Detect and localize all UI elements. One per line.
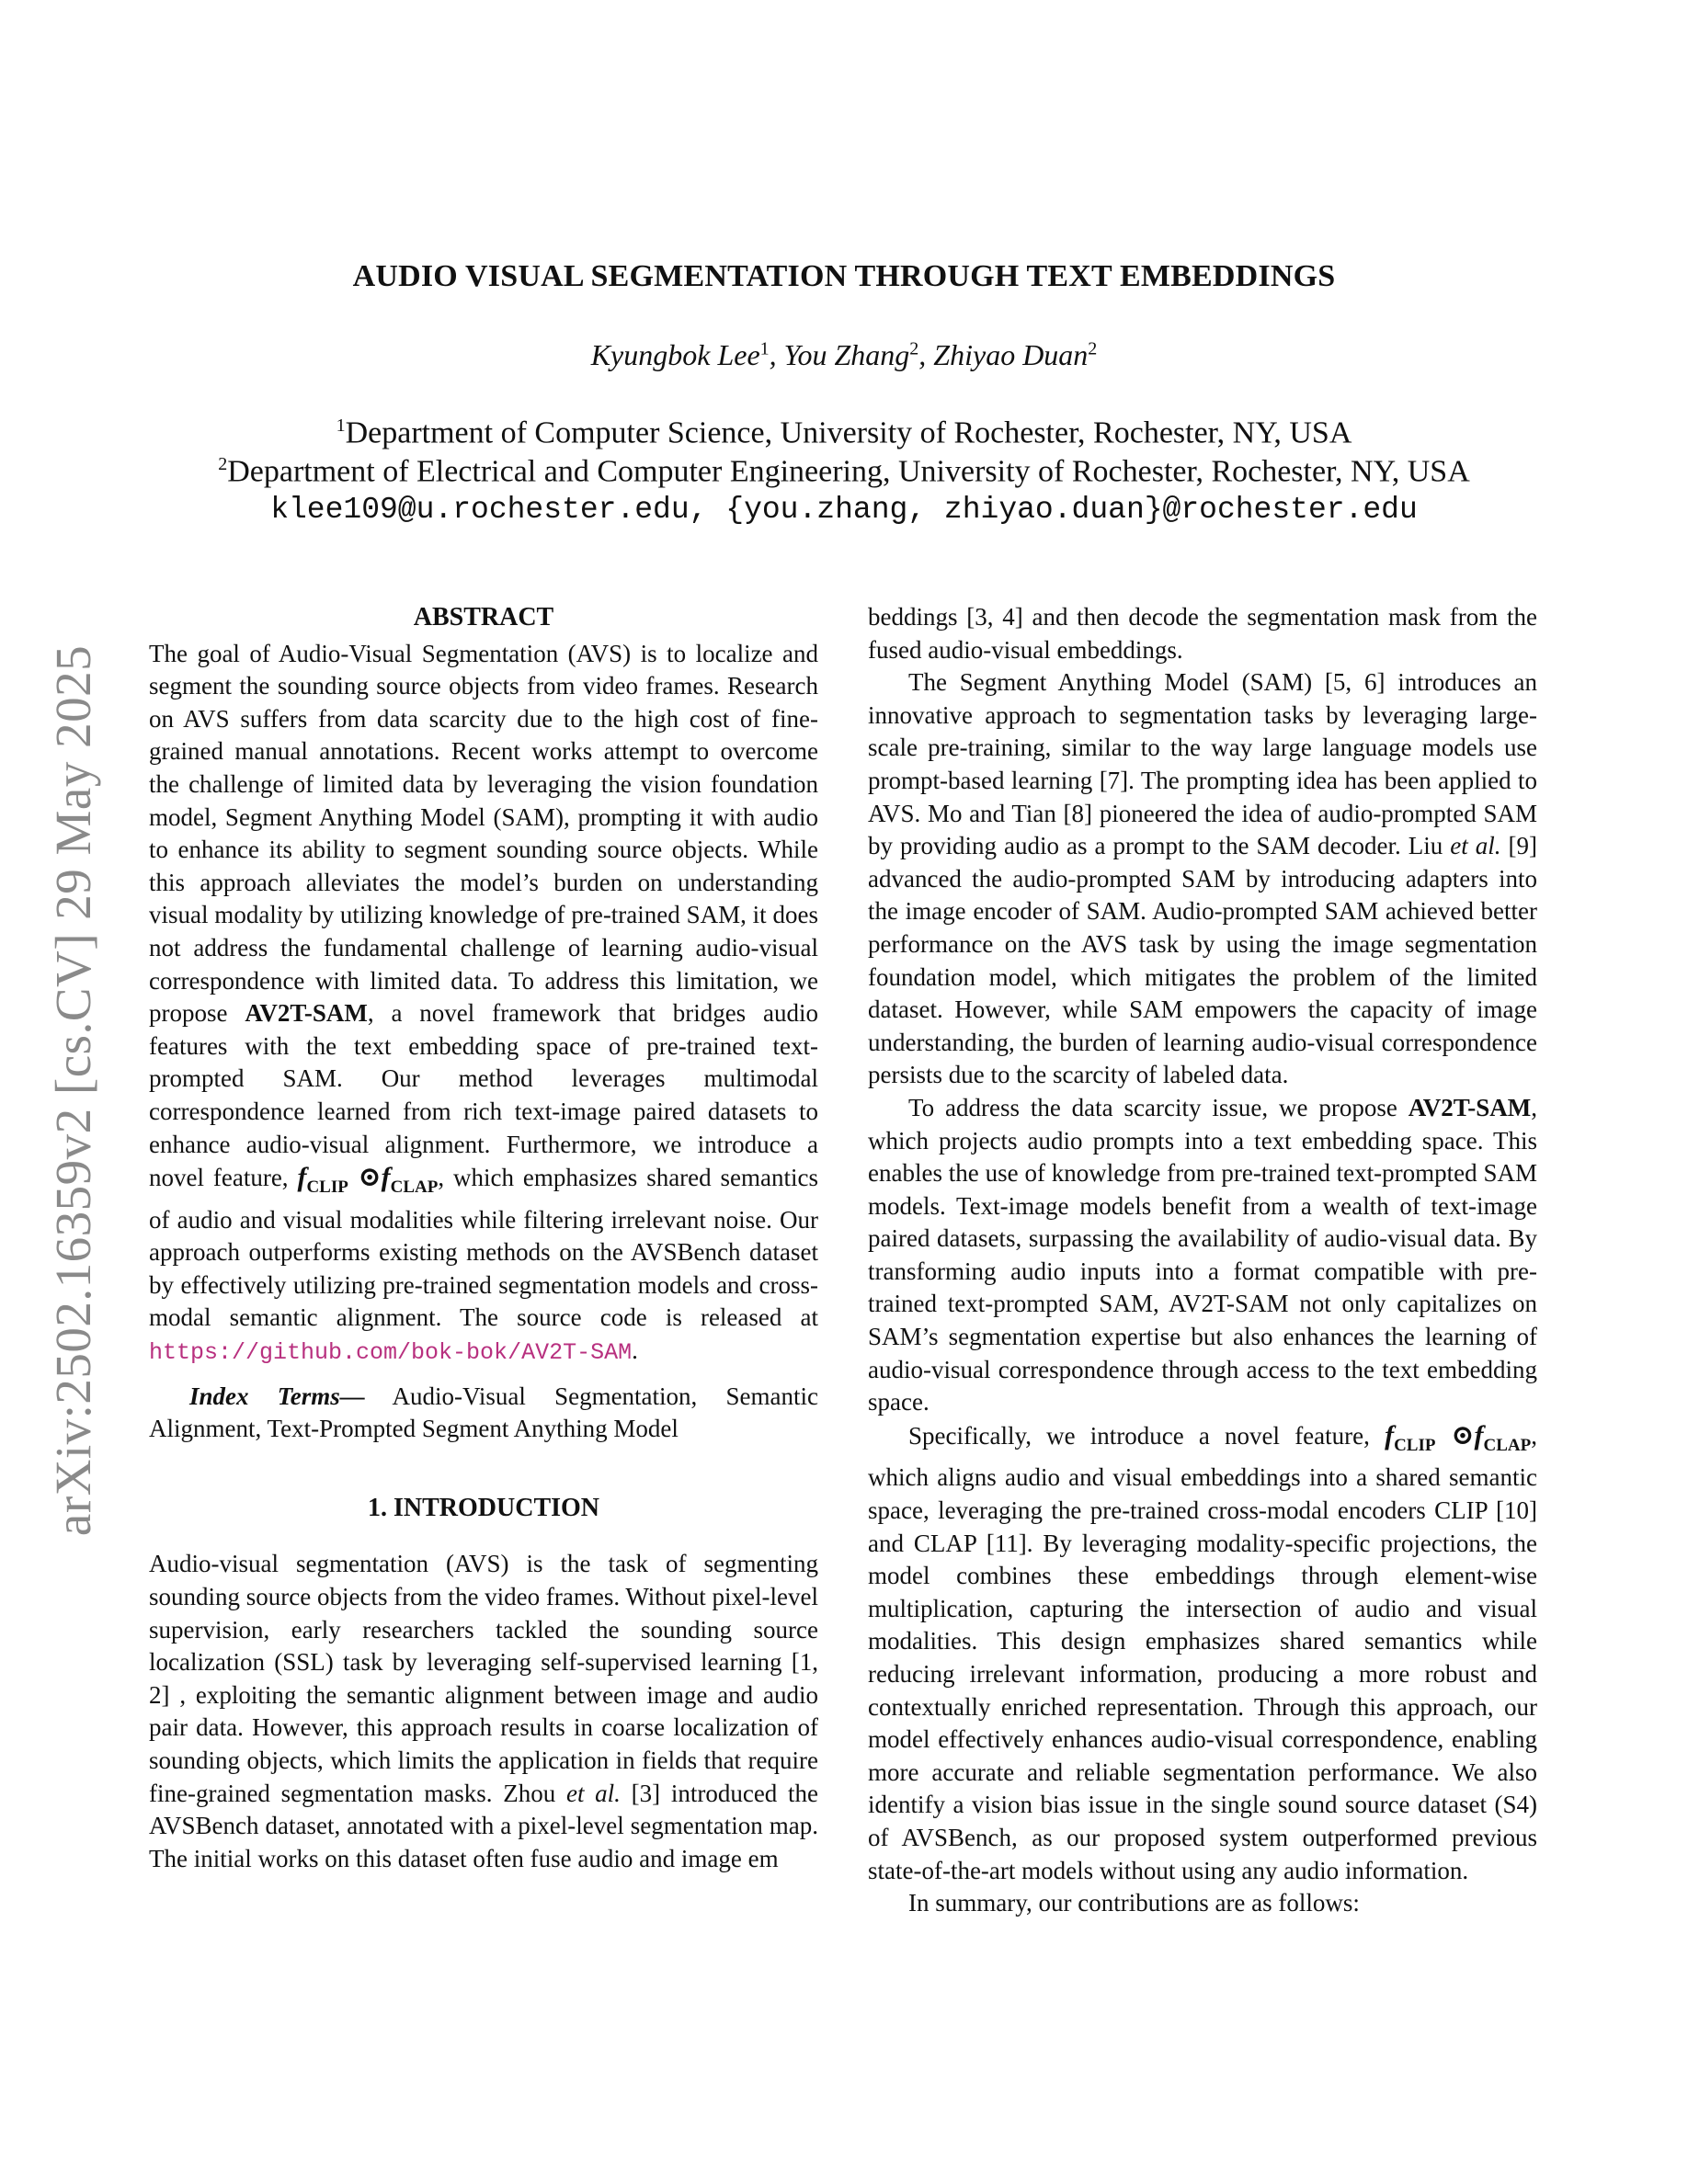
feature-formula: $f_{CLIP}$ $⊙f_{CLAP}$ (297, 1162, 439, 1198)
index-terms-label: Index Terms— (189, 1382, 365, 1410)
author-list (0, 338, 1688, 372)
abstract-text: , which emphasizes shared semantics of audio and visual modalities while filtering irrelevant noise. Our approach outperforms existing methods on the AVSBench dataset by effectively utilizing pre-trained segmentation models and cross-modal semantic alignment. The source code is released at (149, 1164, 819, 1332)
citation-etal: et al. (565, 1779, 621, 1807)
abstract-text: , a novel framework that bridges audio features with the text embedding space of pre-trained text-prompted SAM. Our method leverages multimodal correspondence learned from rich text-image paired datasets to enhance audio-visual alignment. Furthermore, we introduce a novel feature, (149, 999, 819, 1192)
author-affiliation-mark: 2 (1088, 338, 1098, 359)
affiliation-text: Department of Computer Science, University of Rochester, Rochester, NY, USA (345, 415, 1352, 450)
intro-paragraph: To address the data scarcity issue, we propose AV2T-SAM, which projects audio prompts into a text embedding space. This enables the use of knowledge from pre-trained text-prompted SAM models. Text-image models benefit from a wealth of text-image paired datasets, surpassing the availability of audio-visual data. By transforming audio inputs into a format compatible with pre-trained text-prompted SAM, AV2T-SAM not only capitalizes on SAM’s segmentation expertise but also enhances the learning of audio-visual correspondence through access to the text embedding space. (868, 1093, 1537, 1416)
affiliation-mark: 2 (218, 454, 228, 474)
intro-paragraph: Specifically, we introduce a novel feature, $f_{CLIP}$ $⊙f_{CLAP}$, which aligns audio and visual embeddings into a shared semantic space, leveraging the pre-trained cross-modal encoders CLIP [10] and CLAP [11]. By leveraging modality-specific projections, the model combines these embeddings through element-wise multiplication, capturing the intersection of audio and visual modalities. This design emphasizes shared semantics while reducing irrelevant information, producing a more robust and contextually enriched representation. Through this approach, our model effectively enhances audio-visual correspondence, enabling more accurate and reliable segmentation performance. We also identify a vision bias issue in the single sound source dataset (S4) of AVSBench, as our proposed system outperformed previous state-of-the-art models without using any audio information. (868, 1419, 1538, 1884)
index-terms-text: Audio-Visual Segmentation, Semantic Alignment, Text-Prompted Segment Anything Model (149, 1382, 818, 1443)
author-affiliation-mark: 1 (759, 338, 770, 359)
author-separator: , (918, 338, 934, 371)
author-emails: klee109@u.rochester.edu, {you.zhang, zhiyao.duan}@rochester.edu (270, 493, 1418, 527)
author-name: Kyungbok Lee (590, 338, 760, 371)
paper-title: AUDIO VISUAL SEGMENTATION THROUGH TEXT EMBEDDINGS (352, 259, 1336, 293)
author-separator: , (769, 338, 784, 371)
section-heading-introduction: 1. INTRODUCTION (367, 1493, 600, 1522)
abstract-heading: ABSTRACT (413, 603, 554, 631)
author-name: Zhiyao Duan (933, 338, 1089, 371)
intro-paragraph: In summary, our contributions are as follows: (908, 1889, 1360, 1917)
index-terms (149, 1381, 818, 1446)
affiliation (0, 454, 1688, 489)
author-affiliation-mark: 2 (909, 338, 919, 359)
feature-formula: $f_{CLIP}$ $⊙f_{CLAP}$ (1385, 1419, 1532, 1455)
source-code-link[interactable]: https://github.com/bok-bok/AV2T-SAM (149, 1339, 633, 1367)
abstract-body: The goal of Audio-Visual Segmentation (AVS) is to localize and segment the sounding source objects from video frames. Research on AVS suffers from data scarcity due to the high cost of fine-grained manual annotations. Recent works attempt to overcome the challenge of limited data by leveraging the vision foundation model, Segment Anything Model (SAM), prompting it with audio to enhance its ability to segment sounding source objects. While this approach alleviates the model’s burden on understanding visual modality by utilizing knowledge of pre-trained SAM, it does not address the fundamental challenge of learning audio-visual correspondence with limited data. To address this limitation, we propose AV2T-SAM, a novel framework that bridges audio features with the text embedding space of pre-trained text-prompted SAM. Our method leverages multimodal correspondence learned from rich text-image paired datasets to enhance audio-visual alignment. Furthermore, we introduce a novel feature, $f_{CLIP}$ $⊙f_{CLAP}$, which emphasizes shared semantics of audio and visual modalities while filtering irrelevant noise. Our approach outperforms existing methods on the AVSBench dataset by effectively utilizing pre-trained segmentation models and cross-modal semantic alignment. The source code is released at https://github.com/bok-bok/AV2T-SAM. (149, 639, 819, 1367)
author-name: You Zhang (783, 338, 910, 371)
left-column (149, 601, 818, 1875)
method-name: AV2T-SAM (1408, 1093, 1532, 1121)
intro-paragraph: Audio-visual segmentation (AVS) is the task of segmenting sounding source objects from the video frames. Without pixel-level supervision, early researchers tackled the sounding source localization (SSL) task by leveraging self-supervised learning [1, 2] , exploiting the semantic alignment between image and audio pair data. However, this approach results in coarse localization of sounding objects, which limits the application in fields that require fine-grained segmentation masks. Zhou et al. [3] introduced the AVSBench dataset, annotated with a pixel-level segmentation map. The initial works on this dataset often fuse audio and image em (149, 1550, 818, 1872)
arxiv-identifier (45, 603, 102, 1577)
method-name: AV2T-SAM (245, 999, 368, 1028)
right-column (868, 601, 1537, 1920)
citation-etal: et al. (1450, 832, 1501, 860)
arxiv-identifier-text: arXiv:2502.16359v2 [cs.CV] 29 May 2025 (45, 644, 102, 1536)
abstract-text: The goal of Audio-Visual Segmentation (AVS) is to localize and segment the sounding source objects from video frames. Research on AVS suffers from data scarcity due to the high cost of fine-grained manual annotations. Recent works attempt to overcome the challenge of limited data by leveraging the vision foundation model, Segment Anything Model (SAM), prompting it with audio to enhance its ability to segment sounding source objects. While this approach alleviates the model’s burden on understanding visual modality by utilizing knowledge of pre-trained SAM, it does not address the fundamental challenge of learning audio-visual correspondence with limited data. To address this limitation, we propose (149, 639, 818, 1028)
intro-paragraph: The Segment Anything Model (SAM) [5, 6] introduces an innovative approach to segmentation tasks by leveraging large-scale pre-training, similar to the way large language models use prompt-based learning [7]. The prompting idea has been applied to AVS. Mo and Tian [8] pioneered the idea of audio-prompted SAM by providing audio as a prompt to the SAM decoder. Liu et al. [9] advanced the audio-prompted SAM by introducing adapters into the image encoder of SAM. Audio-prompted SAM achieved better performance on the AVS task by using the image segmentation foundation model, which mitigates the problem of the limited dataset. However, while SAM empowers the capacity of image understanding, the burden of learning audio-visual correspondence persists due to the scarcity of labeled data. (868, 668, 1537, 1089)
affiliation-text: Department of Electrical and Computer Engineering, University of Rochester, Rochester, NY, USA (227, 454, 1470, 489)
affiliation (0, 415, 1688, 450)
intro-paragraph-continued: beddings [3, 4] and then decode the segmentation mask from the fused audio-visual embeddings. (868, 603, 1537, 664)
affiliation-mark: 1 (336, 415, 346, 436)
